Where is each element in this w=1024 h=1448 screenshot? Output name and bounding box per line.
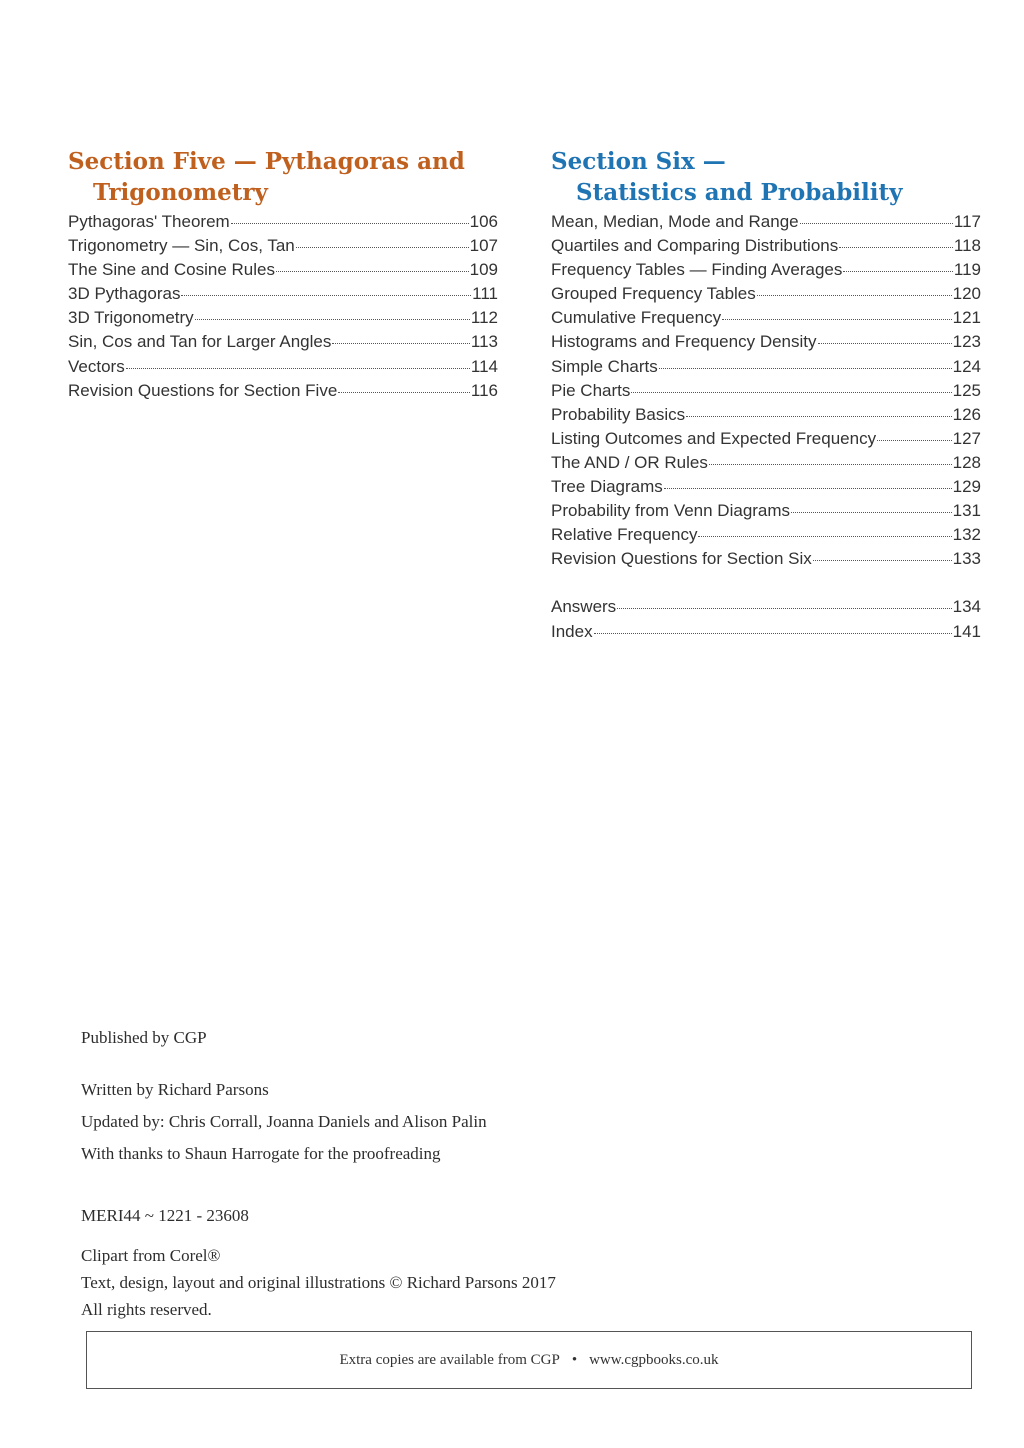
section-six-column	[551, 146, 981, 646]
toc-entry-title: Trigonometry — Sin, Cos, Tan	[68, 236, 295, 256]
section-six-heading-line2: Statistics and Probability	[576, 179, 903, 206]
footer-bullet: •	[571, 1351, 578, 1368]
toc-entry[interactable]	[551, 549, 981, 573]
toc-entry-title: Probability from Venn Diagrams	[551, 501, 791, 521]
toc-entry-page: 141	[952, 621, 981, 641]
toc-entry[interactable]	[551, 332, 981, 356]
toc-entry[interactable]	[551, 260, 981, 284]
toc-dot-leader	[839, 247, 953, 248]
toc-entry[interactable]	[551, 381, 981, 405]
toc-entry-page: 116	[470, 380, 498, 400]
toc-entry[interactable]	[551, 405, 981, 429]
toc-dot-leader	[813, 560, 952, 561]
toc-entry-title: Pythagoras' Theorem	[68, 212, 230, 231]
toc-entry[interactable]	[551, 429, 981, 453]
toc-entry-page: 129	[952, 477, 981, 497]
toc-entry-title: Probability Basics	[551, 404, 686, 424]
toc-entry-page: 107	[469, 236, 498, 256]
toc-dot-leader	[757, 295, 952, 296]
section-six-toc	[551, 212, 981, 573]
toc-entry-title: Sin, Cos and Tan for Larger Angles	[68, 332, 332, 352]
toc-dot-leader	[686, 416, 951, 417]
toc-dot-leader	[126, 368, 470, 369]
toc-entry-page: 128	[952, 452, 981, 472]
toc-dot-leader	[231, 223, 469, 224]
toc-entry-title: Pie Charts	[551, 380, 631, 400]
section-six-heading	[551, 146, 981, 208]
toc-entry-page: 133	[952, 549, 981, 569]
toc-dot-leader	[800, 223, 953, 224]
toc-entry-page: 121	[952, 308, 981, 328]
toc-dot-leader	[698, 536, 951, 537]
toc-entry-title: Listing Outcomes and Expected Frequency	[551, 428, 877, 448]
toc-dot-leader	[843, 271, 953, 272]
toc-entry-page: 131	[952, 501, 981, 521]
copyright-text: Text, design, layout and original illustrations © Richard Parsons 2017	[81, 1273, 556, 1292]
toc-dot-leader	[722, 319, 952, 320]
toc-entry[interactable]	[68, 260, 498, 284]
toc-entry-title: Mean, Median, Mode and Range	[551, 212, 799, 231]
toc-entry-page: 113	[470, 332, 498, 352]
published-by	[81, 1028, 781, 1048]
thanks-text: With thanks to Shaun Harrogate for the proofreading	[81, 1144, 441, 1163]
toc-entry-page: 111	[472, 284, 498, 304]
author-credits	[81, 1080, 781, 1164]
toc-entry[interactable]	[551, 453, 981, 477]
section-five-heading-line2: Trigonometry	[93, 179, 268, 206]
toc-entry-title: Cumulative Frequency	[551, 308, 722, 328]
updated-by-text: Updated by: Chris Corrall, Joanna Daniels and Alison Palin	[81, 1112, 487, 1131]
rights-text: All rights reserved.	[81, 1300, 212, 1319]
copyright-block	[81, 1246, 781, 1320]
toc-dot-leader	[594, 633, 952, 634]
toc-dot-leader	[664, 488, 952, 489]
toc-entry-page: 127	[952, 428, 981, 448]
toc-dot-leader	[631, 392, 951, 393]
toc-entry-page: 119	[953, 260, 981, 280]
clipart-text: Clipart from Corel®	[81, 1246, 221, 1265]
toc-entry[interactable]	[551, 501, 981, 525]
toc-entry[interactable]	[551, 284, 981, 308]
toc-dot-leader	[791, 512, 952, 513]
product-code-text: MERI44 ~ 1221 - 23608	[81, 1206, 249, 1225]
toc-dot-leader	[195, 319, 470, 320]
toc-entry-page: 106	[469, 212, 498, 231]
toc-entry-page: 125	[952, 380, 981, 400]
toc-entry-title: Vectors	[68, 356, 125, 376]
toc-entry-page: 124	[952, 356, 981, 376]
toc-entry[interactable]	[551, 236, 981, 260]
section-five-toc	[68, 212, 498, 405]
toc-dot-leader	[709, 464, 952, 465]
toc-entry-page: 120	[952, 284, 981, 304]
toc-entry[interactable]	[68, 212, 498, 236]
toc-entry-title: Simple Charts	[551, 356, 658, 376]
toc-entry[interactable]	[68, 357, 498, 381]
toc-entry-title: Revision Questions for Section Five	[68, 380, 338, 400]
toc-entry[interactable]	[68, 308, 498, 332]
section-five-heading	[68, 146, 498, 208]
toc-entry[interactable]	[68, 236, 498, 260]
toc-entry-title: 3D Trigonometry	[68, 308, 194, 328]
toc-entry[interactable]	[68, 332, 498, 356]
toc-entry-page: 118	[953, 236, 981, 256]
toc-entry[interactable]	[551, 357, 981, 381]
toc-entry[interactable]	[551, 212, 981, 236]
toc-entry-page: 109	[469, 260, 498, 280]
appendix-toc	[551, 597, 981, 645]
toc-entry-page: 132	[952, 525, 981, 545]
toc-dot-leader	[617, 608, 951, 609]
section-five-heading-line1: Section Five — Pythagoras and	[68, 148, 465, 175]
toc-entry-title: 3D Pythagoras	[68, 284, 181, 304]
toc-dot-leader	[818, 343, 952, 344]
toc-entry-page: 123	[952, 332, 981, 352]
toc-dot-leader	[276, 271, 469, 272]
toc-dot-leader	[181, 295, 471, 296]
toc-entry-title: Answers	[551, 597, 617, 617]
toc-dot-leader	[877, 440, 952, 441]
toc-entry-title: Revision Questions for Section Six	[551, 549, 812, 569]
toc-entry[interactable]	[551, 477, 981, 501]
toc-entry-title: Histograms and Frequency Density	[551, 332, 817, 352]
website-link[interactable]: www.cgpbooks.co.uk	[589, 1351, 719, 1368]
toc-entry[interactable]	[551, 308, 981, 332]
footer-box	[86, 1331, 972, 1389]
toc-dot-leader	[659, 368, 952, 369]
toc-entry-title: The AND / OR Rules	[551, 452, 708, 472]
toc-entry-page: 112	[470, 308, 498, 328]
toc-entry-page: 134	[952, 597, 981, 617]
extra-copies-text: Extra copies are available from CGP	[339, 1351, 560, 1368]
toc-entry-page: 126	[952, 404, 981, 424]
section-five-column	[68, 146, 498, 405]
toc-entry-title: Grouped Frequency Tables	[551, 284, 756, 304]
toc-dot-leader	[332, 343, 470, 344]
toc-entry[interactable]	[551, 622, 981, 646]
toc-dot-leader	[338, 392, 470, 393]
written-by-text: Written by Richard Parsons	[81, 1080, 269, 1099]
toc-entry[interactable]	[551, 525, 981, 549]
toc-entry-title: Relative Frequency	[551, 525, 698, 545]
published-by-text: Published by CGP	[81, 1028, 207, 1047]
toc-entry[interactable]	[551, 597, 981, 621]
toc-spacer	[551, 573, 981, 597]
toc-entry-title: Quartiles and Comparing Distributions	[551, 236, 839, 256]
toc-entry-page: 117	[953, 212, 981, 231]
toc-entry-title: Index	[551, 621, 593, 641]
toc-entry-title: Frequency Tables — Finding Averages	[551, 260, 843, 280]
toc-entry[interactable]	[68, 284, 498, 308]
section-six-heading-line1: Section Six —	[551, 148, 726, 175]
toc-dot-leader	[296, 247, 469, 248]
toc-entry[interactable]	[68, 381, 498, 405]
toc-entry-title: The Sine and Cosine Rules	[68, 260, 275, 280]
product-code	[81, 1206, 781, 1226]
toc-entry-title: Tree Diagrams	[551, 477, 663, 497]
toc-entry-page: 114	[470, 356, 498, 376]
